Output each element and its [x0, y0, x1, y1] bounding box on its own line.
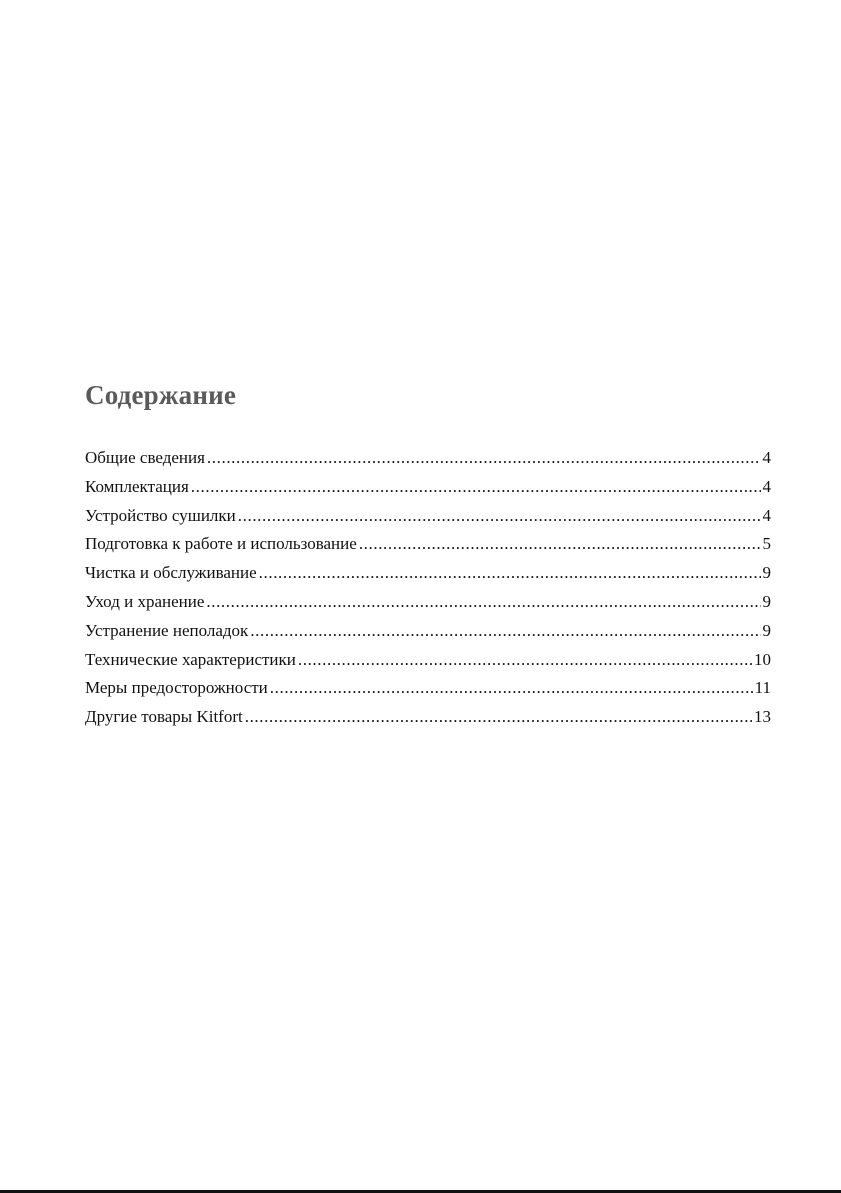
toc-item-page: 13	[754, 707, 771, 727]
toc-item-page: 9	[762, 591, 771, 611]
toc-item-label: Чистка и обслуживание	[85, 563, 257, 583]
toc-title: Содержание	[85, 380, 237, 410]
toc-item[interactable]	[85, 559, 771, 588]
toc-item[interactable]	[85, 502, 771, 531]
toc-leader-dots	[359, 530, 761, 559]
toc-leader-dots	[245, 703, 752, 732]
toc-item[interactable]	[85, 703, 771, 732]
toc-item[interactable]	[85, 617, 771, 646]
toc-item-page: 9	[762, 563, 771, 583]
toc-leader-dots	[191, 473, 761, 502]
toc-item[interactable]	[85, 588, 771, 617]
toc-item-page: 9	[762, 620, 771, 640]
toc-item-page: 4	[762, 476, 771, 496]
toc-item-page: 10	[754, 649, 771, 669]
toc-item[interactable]	[85, 646, 771, 675]
toc-item-page: 4	[762, 505, 771, 525]
toc-leader-dots	[259, 559, 761, 588]
toc-item-page: 11	[754, 678, 771, 698]
toc-leader-dots	[298, 646, 752, 675]
toc-item-label: Устройство сушилки	[85, 505, 236, 525]
toc-item[interactable]	[85, 444, 771, 473]
toc-item-label: Технические характеристики	[85, 649, 296, 669]
toc-item-label: Меры предосторожности	[85, 678, 268, 698]
toc-leader-dots	[250, 617, 760, 646]
toc-item-label: Устранение неполадок	[85, 620, 249, 640]
toc-leader-dots	[270, 674, 753, 703]
toc-leader-dots	[207, 444, 761, 473]
toc-leader-dots	[238, 502, 761, 531]
toc-item[interactable]	[85, 473, 771, 502]
toc-item[interactable]	[85, 530, 771, 559]
toc-item[interactable]	[85, 674, 771, 703]
toc-item-label: Подготовка к работе и использование	[85, 534, 357, 554]
toc-item-label: Другие товары Kitfort	[85, 707, 243, 727]
toc-list	[85, 444, 771, 732]
toc-item-label: Общие сведения	[85, 448, 205, 467]
toc-leader-dots	[206, 588, 760, 617]
toc-item-label: Уход и хранение	[85, 591, 205, 611]
toc-item-page: 5	[762, 534, 771, 554]
toc-item-page: 4	[762, 448, 771, 467]
toc-item-label: Комплектация	[85, 476, 189, 496]
